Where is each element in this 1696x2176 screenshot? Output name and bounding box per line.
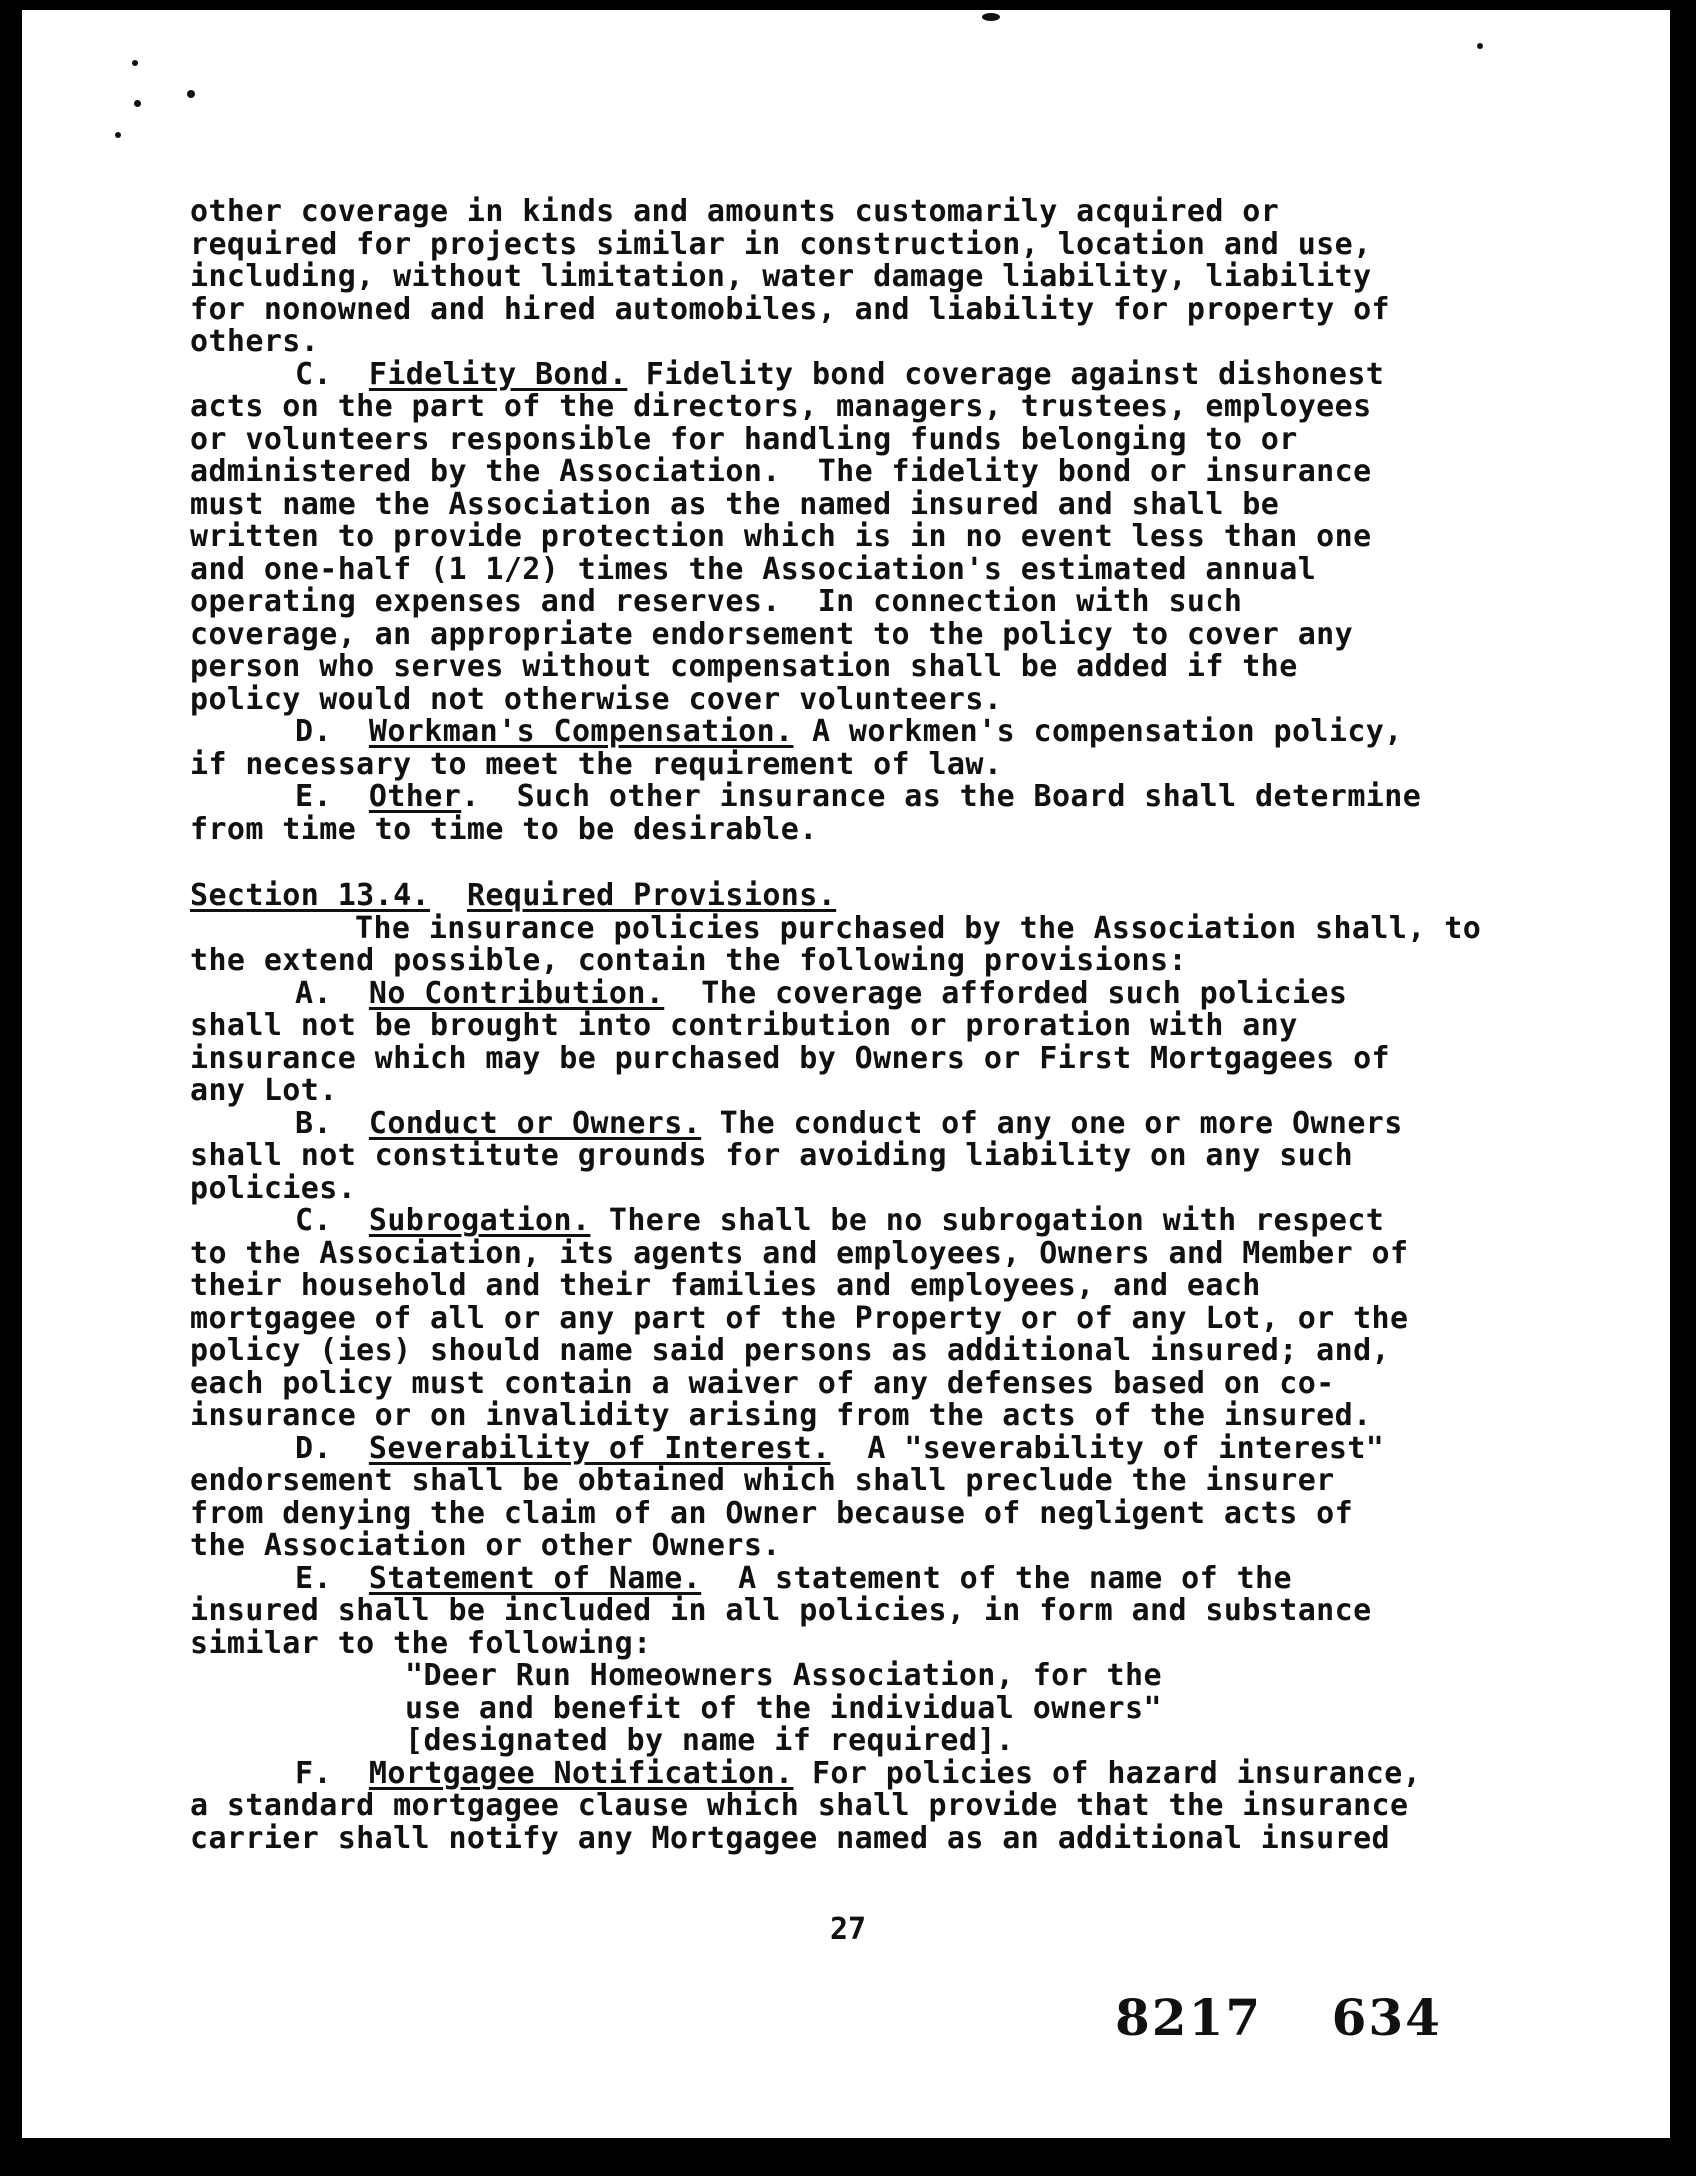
text-line <box>190 356 1490 392</box>
text-line <box>190 1335 1490 1368</box>
text-line <box>190 1660 1490 1693</box>
text-line <box>190 1465 1490 1498</box>
text-line <box>190 1530 1490 1563</box>
line-text: There shall be no subrogation with respect <box>590 1203 1385 1238</box>
line-text: coverage, an appropriate endorsement to the policy to cover any <box>190 616 1354 652</box>
text-line <box>190 291 1490 327</box>
item-label: D. <box>295 1430 332 1466</box>
item-heading: Fidelity Bond. <box>368 356 628 392</box>
document-body <box>190 196 1490 1855</box>
text-line <box>190 1205 1490 1238</box>
line-text: shall not be brought into contribution or proration with any <box>190 1008 1298 1043</box>
text-line <box>190 1140 1490 1173</box>
text-line <box>190 1755 1490 1791</box>
scan-speck <box>134 100 141 107</box>
item-heading: Workman's Compensation. <box>368 714 794 749</box>
paragraph-gap <box>190 846 1490 880</box>
text-line <box>190 1790 1490 1823</box>
line-text: policy (ies) should name said persons as additional insured; and, <box>190 1333 1390 1368</box>
item-label: D. <box>295 714 332 749</box>
line-text: similar to the following: <box>190 1625 652 1661</box>
item-heading: Severability of Interest. <box>368 1430 831 1466</box>
item-label: A. <box>295 975 332 1011</box>
line-text: for nonowned and hired automobiles, and liability for property of <box>190 291 1390 327</box>
line-text: a standard mortgagee clause which shall provide that the insurance <box>190 1788 1409 1823</box>
item-label: C. <box>295 356 332 392</box>
line-text: insurance or on invalidity arising from the acts of the insured. <box>190 1398 1372 1433</box>
line-text: . Such other insurance as the Board shall determine <box>461 779 1422 814</box>
line-text: Fidelity bond coverage against dishonest <box>627 356 1385 392</box>
line-text: administered by the Association. The fidelity bond or insurance <box>190 454 1372 489</box>
text-line <box>190 586 1490 619</box>
text-line <box>190 681 1490 717</box>
line-text: or volunteers responsible for handling funds belonging to or <box>190 421 1298 457</box>
line-text: operating expenses and reserves. In connection with such <box>190 584 1243 619</box>
text-line <box>190 1075 1490 1108</box>
line-text: A workmen's compensation policy, <box>793 714 1403 749</box>
line-text: use and benefit of the individual owners" <box>405 1690 1162 1726</box>
scan-speck <box>982 13 1000 21</box>
document-stamp-number: 8217 634 <box>1115 1988 1442 2047</box>
line-text: written to provide protection which is in no event less than one <box>190 519 1372 554</box>
line-text: The coverage afforded such policies <box>664 975 1348 1011</box>
item-label: B. <box>295 1105 332 1141</box>
page-number: 27 <box>829 1912 867 1947</box>
text-line <box>190 421 1490 457</box>
item-heading: Conduct or Owners. <box>368 1105 702 1141</box>
text-line <box>190 975 1490 1011</box>
text-line <box>190 1040 1490 1076</box>
item-label: E. <box>295 779 332 814</box>
line-text: A statement of the name of the <box>701 1560 1292 1596</box>
line-text: acts on the part of the directors, managers, trustees, employees <box>190 389 1372 424</box>
text-line <box>190 1105 1490 1141</box>
text-line <box>190 551 1490 587</box>
text-line <box>190 651 1490 684</box>
item-heading: Required Provisions. <box>466 878 837 913</box>
line-text: including, without limitation, water damage liability, liability <box>190 259 1372 294</box>
line-text: and one-half (1 1/2) times the Association's estimated annual <box>190 551 1317 587</box>
line-text: insured shall be included in all policies, in form and substance <box>190 1593 1372 1628</box>
text-line <box>190 1625 1490 1661</box>
line-text: the Association or other Owners. <box>190 1528 781 1563</box>
line-text: A "severability of interest" <box>830 1430 1385 1466</box>
text-line <box>190 1365 1490 1401</box>
line-text: other coverage in kinds and amounts customarily acquired or <box>190 194 1280 229</box>
line-text: their household and their families and employees, and each <box>190 1268 1261 1303</box>
line-text: if necessary to meet the requirement of law. <box>190 746 1003 782</box>
item-heading: No Contribution. <box>368 975 665 1011</box>
item-label: C. <box>295 1203 332 1238</box>
text-line <box>190 746 1490 782</box>
text-line <box>190 1725 1490 1758</box>
line-text: [designated by name if required]. <box>405 1723 1015 1758</box>
line-text: required for projects similar in construction, location and use, <box>190 226 1372 262</box>
line-text: The insurance policies purchased by the Association shall, to <box>355 910 1482 946</box>
line-text: from denying the claim of an Owner because of negligent acts of <box>190 1495 1354 1531</box>
text-line <box>190 1690 1490 1726</box>
line-text: from time to time to be desirable. <box>190 811 818 847</box>
text-line <box>190 1235 1490 1271</box>
scan-speck <box>132 60 138 66</box>
line-text: The conduct of any one or more Owners <box>701 1105 1403 1141</box>
item-heading: Other <box>368 779 462 814</box>
item-heading: Subrogation. <box>368 1203 591 1238</box>
line-text: carrier shall notify any Mortgagee named as an additional insured <box>190 1820 1390 1856</box>
text-line <box>190 1170 1490 1206</box>
text-line <box>190 910 1490 946</box>
text-line <box>190 1595 1490 1628</box>
scan-speck <box>1477 43 1483 49</box>
text-line <box>190 1010 1490 1043</box>
line-text: For policies of hazard insurance, <box>793 1755 1422 1791</box>
line-text: each policy must contain a waiver of any defenses based on co- <box>190 1365 1335 1401</box>
text-line <box>190 1430 1490 1466</box>
text-line <box>190 1400 1490 1433</box>
line-text: others. <box>190 324 320 359</box>
scan-speck <box>187 90 195 98</box>
line-text: "Deer Run Homeowners Association, for the <box>405 1658 1162 1693</box>
line-text: policies. <box>190 1170 357 1206</box>
line-text: mortgagee of all or any part of the Property or of any Lot, or the <box>190 1300 1409 1336</box>
text-line <box>190 1300 1490 1336</box>
section-number: Section 13.4. <box>190 878 430 913</box>
text-line <box>190 1270 1490 1303</box>
text-line <box>190 781 1490 814</box>
text-line <box>190 521 1490 554</box>
line-text: shall not constitute grounds for avoiding liability on any such <box>190 1138 1354 1173</box>
item-heading: Statement of Name. <box>368 1560 702 1596</box>
text-line <box>190 880 1490 913</box>
text-line <box>190 716 1490 749</box>
text-line <box>190 456 1490 489</box>
line-text: must name the Association as the named insured and shall be <box>190 486 1280 522</box>
line-text: any Lot. <box>190 1073 338 1108</box>
line-text: endorsement shall be obtained which shall preclude the insurer <box>190 1463 1335 1498</box>
text-line <box>190 616 1490 652</box>
text-line <box>190 486 1490 522</box>
item-label: E. <box>295 1560 332 1596</box>
item-label: F. <box>295 1755 332 1791</box>
text-line <box>190 945 1490 978</box>
text-line <box>190 1820 1490 1856</box>
line-text: insurance which may be purchased by Owners or First Mortgagees of <box>190 1040 1390 1076</box>
scan-speck <box>115 132 121 138</box>
text-line <box>190 196 1490 229</box>
text-line <box>190 326 1490 359</box>
item-heading: Mortgagee Notification. <box>368 1755 794 1791</box>
line-text: the extend possible, contain the following provisions: <box>190 943 1187 978</box>
text-line <box>190 261 1490 294</box>
text-line <box>190 1560 1490 1596</box>
text-line <box>190 226 1490 262</box>
line-text: policy would not otherwise cover volunteers. <box>190 681 1003 717</box>
text-line <box>190 391 1490 424</box>
text-line <box>190 811 1490 847</box>
line-text: person who serves without compensation shall be added if the <box>190 649 1298 684</box>
text-line <box>190 1495 1490 1531</box>
line-text: to the Association, its agents and employees, Owners and Member of <box>190 1235 1409 1271</box>
